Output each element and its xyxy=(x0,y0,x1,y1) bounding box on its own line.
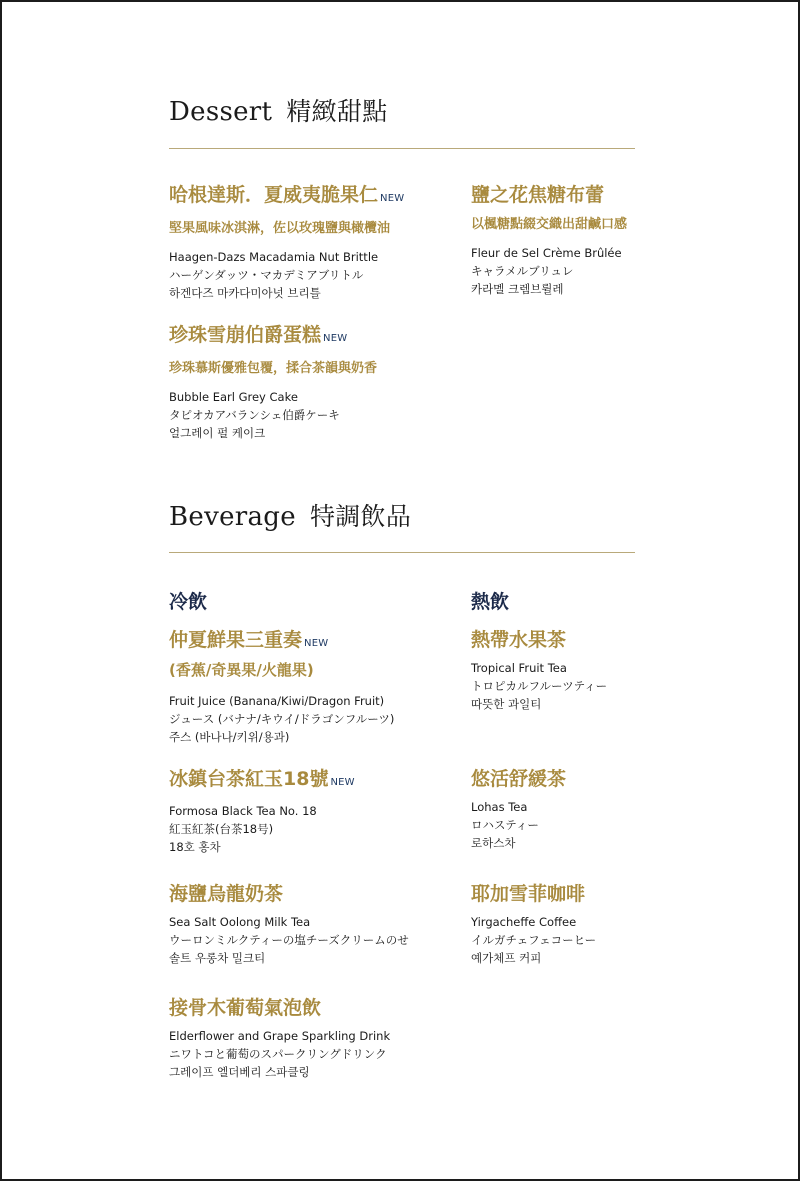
item-name-ko: 따뜻한 과일티 xyxy=(471,697,542,711)
hot-drink-item xyxy=(471,766,771,852)
item-name-en: Lohas Tea xyxy=(471,800,528,814)
hot-drink-item xyxy=(471,881,771,967)
beverage-title-en: Beverage xyxy=(169,502,296,532)
item-name-en: Fruit Juice (Banana/Kiwi/Dragon Fruit) xyxy=(169,694,385,708)
item-name: 接骨木葡萄氣泡飲 xyxy=(169,997,322,1019)
dessert-title-en: Dessert xyxy=(169,97,273,127)
item-name-ko: 18호 홍차 xyxy=(169,840,221,854)
item-name-en: Formosa Black Tea No. 18 xyxy=(169,804,317,818)
item-name-ko: 예가체프 커피 xyxy=(471,951,542,965)
new-badge: NEW xyxy=(380,193,405,204)
item-name-row xyxy=(471,627,771,653)
item-name: 耶加雪菲咖啡 xyxy=(471,883,586,905)
cold-drink-item xyxy=(169,627,469,746)
beverage-title-zh: 特調飲品 xyxy=(309,502,412,531)
new-badge: NEW xyxy=(330,777,355,788)
hot-drink-item xyxy=(471,627,771,713)
item-name-row xyxy=(169,881,469,907)
dessert-item xyxy=(169,182,469,302)
item-name-en: Tropical Fruit Tea xyxy=(471,661,567,675)
item-name-row xyxy=(169,182,469,212)
item-name-ko: 로하스차 xyxy=(471,836,516,850)
cold-drink-item xyxy=(169,995,469,1081)
item-name: 哈根達斯．夏威夷脆果仁 xyxy=(169,184,379,206)
item-name-ja: 紅玉紅茶(台茶18号) xyxy=(169,822,274,836)
item-name-row xyxy=(471,182,771,208)
item-name-en: Yirgacheffe Coffee xyxy=(471,915,577,929)
beverage-section-title xyxy=(169,497,411,533)
item-name: 熱帶水果茶 xyxy=(471,629,567,651)
item-name-row xyxy=(169,766,469,796)
item-description: 以楓糖點綴交織出甜鹹口感 xyxy=(471,217,628,232)
item-subtitle: (香蕉/奇異果/火龍果) xyxy=(169,661,314,679)
new-badge: NEW xyxy=(304,638,329,649)
item-name-ja: イルガチェフェコーヒー xyxy=(471,933,597,947)
item-name-en: Elderflower and Grape Sparkling Drink xyxy=(169,1029,391,1043)
dessert-title-zh: 精緻甜點 xyxy=(286,97,388,126)
item-name-ja: キャラメルブリュレ xyxy=(471,264,574,278)
item-name-ko: 카라멜 크렘브륄레 xyxy=(471,282,564,296)
dessert-divider xyxy=(169,148,635,149)
item-name-ja: ロハスティー xyxy=(471,818,539,832)
item-name-en: Bubble Earl Grey Cake xyxy=(169,390,298,404)
item-name: 仲夏鮮果三重奏 xyxy=(169,629,303,651)
item-name: 珍珠雪崩伯爵蛋糕 xyxy=(169,324,322,346)
item-name-ja: ハーゲンダッツ・マカデミアブリトル xyxy=(169,268,364,282)
item-name: 悠活舒緩茶 xyxy=(471,768,567,790)
item-name-ko: 얼그레이 펄 케이크 xyxy=(169,426,266,440)
hot-drinks-heading: 熱飲 xyxy=(471,591,510,613)
cold-drink-item xyxy=(169,766,469,856)
new-badge: NEW xyxy=(323,333,348,344)
item-name-row xyxy=(169,322,469,352)
item-name-ja: トロピカルフルーツティー xyxy=(471,679,608,693)
item-name-row xyxy=(169,627,469,657)
cold-drink-item xyxy=(169,881,469,967)
cold-drinks-heading: 冷飲 xyxy=(169,591,208,613)
item-name-ja: タピオカアバランシェ伯爵ケーキ xyxy=(169,408,340,422)
item-name-en: Haagen-Dazs Macadamia Nut Brittle xyxy=(169,250,379,264)
item-name-row xyxy=(169,995,469,1021)
item-name: 海鹽烏龍奶茶 xyxy=(169,883,284,905)
item-name-ja: ニワトコと葡萄のスパークリングドリンク xyxy=(169,1047,387,1061)
item-description: 堅果風味冰淇淋，佐以玫瑰鹽與橄欖油 xyxy=(169,221,391,236)
beverage-divider xyxy=(169,552,635,553)
item-name-row xyxy=(471,766,771,792)
item-name-ko: 주스 (바나나/키위/용과) xyxy=(169,730,290,744)
item-name-ko: 솔트 우롱차 밀크티 xyxy=(169,951,266,965)
item-name-en: Fleur de Sel Crème Brûlée xyxy=(471,246,622,260)
item-name-ko: 그레이프 엘더베리 스파클링 xyxy=(169,1065,310,1079)
item-name-ko: 하겐다즈 마카다미아넛 브리틀 xyxy=(169,286,321,300)
dessert-item xyxy=(169,322,469,442)
dessert-section-title xyxy=(169,92,388,128)
item-name-row xyxy=(471,881,771,907)
item-name-ja: ウーロンミルクティーの塩チーズクリームのせ xyxy=(169,933,409,947)
item-description: 珍珠慕斯優雅包覆，揉合茶韻與奶香 xyxy=(169,361,378,376)
item-name: 冰鎮台茶紅玉18號 xyxy=(169,768,329,790)
item-name: 鹽之花焦糖布蕾 xyxy=(471,184,605,206)
item-name-ja: ジュース (バナナ/キウイ/ドラゴンフルーツ) xyxy=(169,712,395,726)
dessert-item xyxy=(471,182,771,298)
item-name-en: Sea Salt Oolong Milk Tea xyxy=(169,915,311,929)
